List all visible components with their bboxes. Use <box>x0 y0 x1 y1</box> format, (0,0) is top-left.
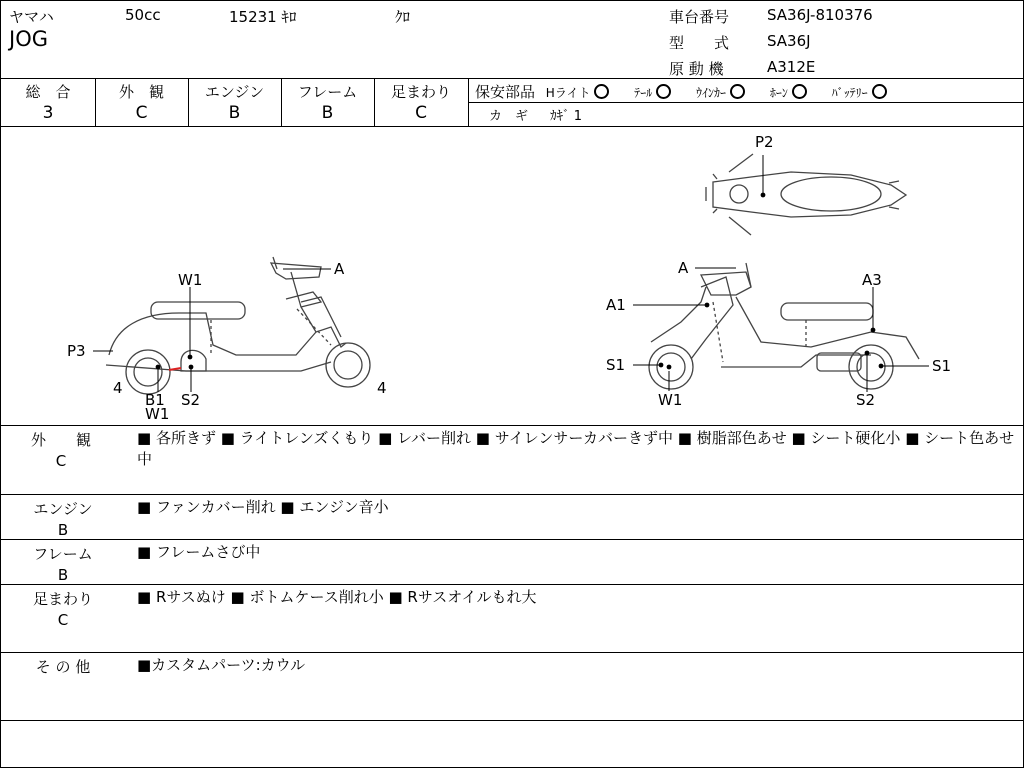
grade-engine: エンジン B <box>204 83 265 123</box>
scooter-left-view <box>106 257 370 394</box>
key-value: ｶｷﾞ 1 <box>550 109 583 124</box>
label-s2: S2 <box>181 391 201 409</box>
grade-exterior: 外 観 C <box>118 83 164 123</box>
engine-model: A312E <box>767 58 816 76</box>
section-suspension-text: ■ Rサスぬけ ■ ボトムケース削れ小 ■ Rサスオイルもれ大 <box>137 588 537 606</box>
label-s1-front: S1 <box>606 356 626 374</box>
ok-circle-icon <box>730 84 745 99</box>
model-name: JOG <box>9 27 48 51</box>
ok-circle-icon <box>872 84 887 99</box>
section-other-text: ■カスタムパーツ:カウル <box>137 656 306 674</box>
label-w1: W1 <box>178 271 203 289</box>
type-value: SA36J <box>767 32 811 50</box>
label-w1-right: W1 <box>658 391 683 409</box>
section-engine-label: エンジン B <box>33 500 93 539</box>
engine-model-label: 原 動 機 <box>669 60 724 78</box>
label-p2: P2 <box>755 133 774 151</box>
section-frame-text: ■ フレームさび中 <box>137 543 261 561</box>
grade-overall: 総 合 3 <box>25 83 71 123</box>
section-exterior-text: ■ 各所きず ■ ライトレンズくもり ■ レバー削れ ■ サイレンサーカバーきず中 ■ 樹脂部色あせ ■ シート硬化小 ■ シート色あせ中 <box>137 429 1015 468</box>
label-front-tire: 4 <box>113 379 123 397</box>
ok-circle-icon <box>792 84 807 99</box>
section-suspension-label: 足まわり C <box>32 590 93 629</box>
displacement: 50cc <box>125 6 161 24</box>
label-a1: A1 <box>606 296 626 314</box>
safety-horn: ﾎｰﾝ <box>770 86 807 100</box>
safety-headlight: Hライト <box>546 86 610 100</box>
key-info <box>489 105 582 124</box>
maker: ヤマハ <box>9 8 54 26</box>
safety-title: 保安部品 <box>475 83 536 101</box>
section-engine-text: ■ ファンカバー削れ ■ エンジン音小 <box>137 498 389 516</box>
mileage: 15231 ｷﾛ <box>229 8 297 26</box>
safety-winker: ｳｲﾝｶｰ <box>696 86 745 100</box>
grade-suspension: 足まわり C <box>390 83 451 123</box>
section-frame-label: フレーム B <box>33 545 93 584</box>
type-label: 型 式 <box>669 34 730 52</box>
key-label: カ ギ <box>489 109 529 124</box>
label-a-right: A <box>678 259 689 277</box>
scooter-top-view <box>706 154 906 235</box>
safety-taillight: ﾃｰﾙ <box>634 86 671 100</box>
label-b1: B1 <box>145 391 165 409</box>
label-s2-right: S2 <box>856 391 876 409</box>
safety-parts <box>475 81 887 102</box>
frame-number: SA36J-810376 <box>767 6 873 24</box>
label-a3: A3 <box>862 271 882 289</box>
label-w1-bottom: W1 <box>145 405 170 423</box>
section-other-label: そ の 他 <box>35 658 91 676</box>
label-rear-tire: 4 <box>377 379 387 397</box>
grade-frame: フレーム B <box>297 83 358 123</box>
damage-diagram <box>1 127 1023 425</box>
safety-battery: ﾊﾞｯﾃﾘｰ <box>832 86 887 100</box>
color: ｸﾛ <box>395 8 411 26</box>
label-a: A <box>334 260 345 278</box>
section-exterior-label: 外 観 C <box>30 431 91 470</box>
divider <box>468 102 1023 103</box>
frame-number-label: 車台番号 <box>669 8 730 26</box>
ok-circle-icon <box>594 84 609 99</box>
label-s1-rear: S1 <box>932 357 952 375</box>
label-p3: P3 <box>67 342 86 360</box>
ok-circle-icon <box>656 84 671 99</box>
